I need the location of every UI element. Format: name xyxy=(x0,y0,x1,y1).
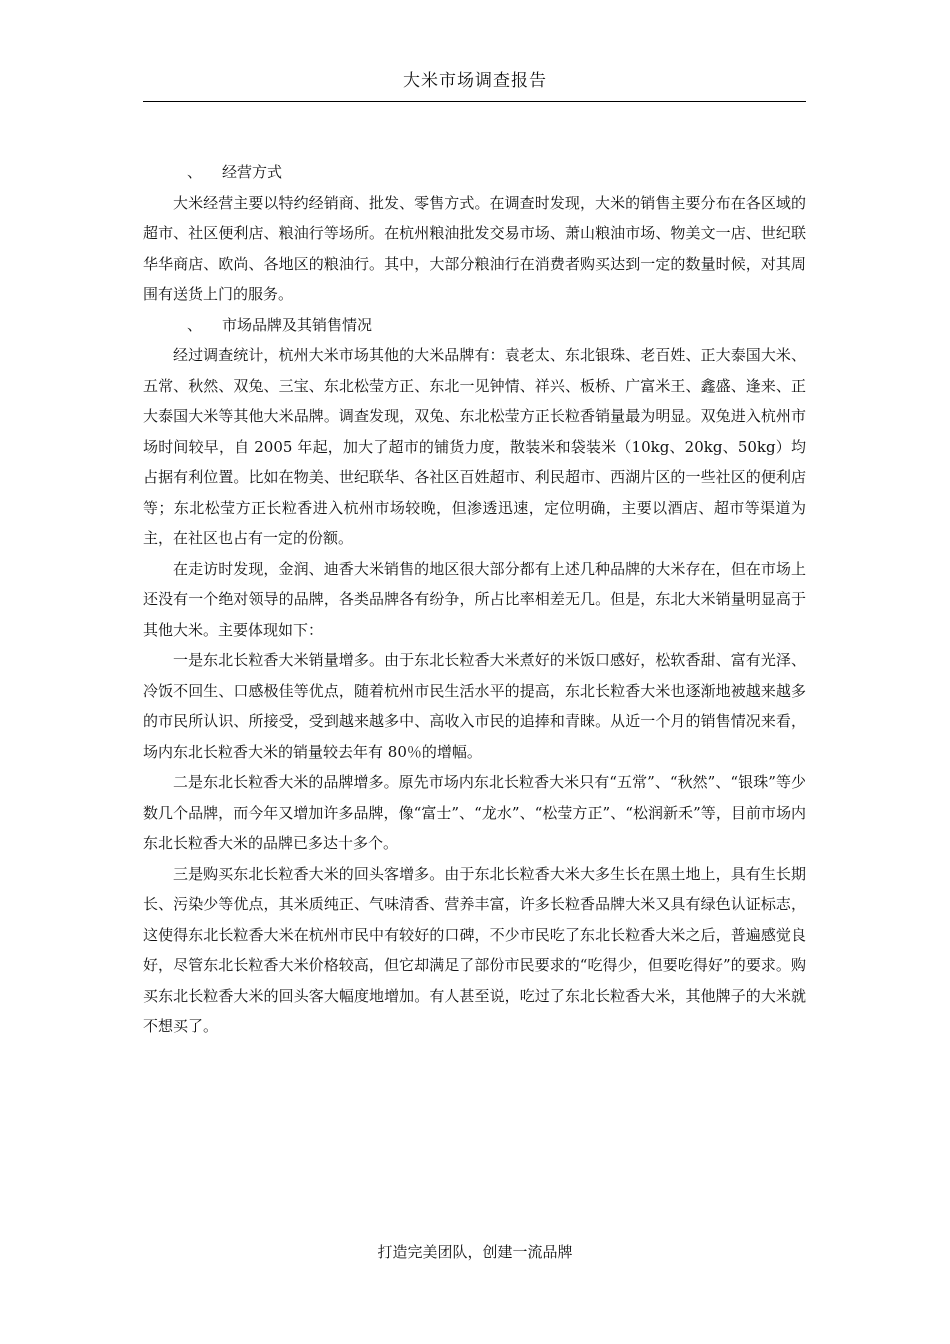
paragraph-point-three: 三是购买东北长粒香大米的回头客增多。由于东北长粒香大米大多生长在黑土地上，具有生长期长、污染少等优点，其米质纯正、气味清香、营养丰富，许多长粒香品牌大米又具有绿色认证标志，这使得东北长粒香大米在杭州市民中有较好的口碑，不少市民吃了东北长粒香大米之后，普遍感觉良好，尽管东北长粒香大米价格较高，但它却满足了部份市民要求的“吃得少，但要吃得好”的要求。购买东北长粒香大米的回头客大幅度地增加。有人甚至说，吃过了东北长粒香大米，其他牌子的大米就不想买了。 xyxy=(143,864,806,1035)
paragraph-point-one: 一是东北长粒香大米销量增多。由于东北长粒香大米煮好的米饭口感好，松软香甜、富有光泽、冷饭不回生、口感极佳等优点，随着杭州市民生活水平的提高，东北长粒香大米也逐渐地被越来越多的市民所认识、所接受，受到越来越多中、高收入市民的追捧和青睐。从近一个月的销售情况来看，场内东北长粒香大米的销量较去年有 80％的增幅。 xyxy=(143,651,806,761)
heading-number-mark: 、 xyxy=(187,163,203,181)
header-divider xyxy=(143,101,806,102)
section-heading-business-mode xyxy=(143,157,806,188)
paragraph-market-observation: 在走访时发现，金润、迪香大米销售的地区很大部分都有上述几种品牌的大米存在，但在市场上还没有一个绝对领导的品牌，各类品牌各有纷争，所占比率相差无几。但是，东北大米销量明显高于其他大米。主要体现如下： xyxy=(143,559,806,639)
section-heading-brands-sales xyxy=(143,310,806,341)
heading-text: 经营方式 xyxy=(222,163,283,181)
document-body xyxy=(143,157,806,1042)
paragraph-brand-list: 经过调查统计，杭州大米市场其他的大米品牌有：袁老太、东北银珠、老百姓、正大泰国大米、五常、秋然、双兔、三宝、东北松莹方正、东北一见钟情、祥兴、板桥、广富米王、鑫盛、逢来、正大泰国大米等其他大米品牌。调查发现，双兔、东北松莹方正长粒香销量最为明显。双兔进入杭州市场时间较早，自 2005 年起，加大了超市的铺货力度，散装米和袋装米（10kg、20kg、50kg）均占据有利位置。比如在物美、世纪联华、各社区百姓超市、利民超市、西湖片区的一些社区的便利店等；东北松莹方正长粒香进入杭州市场较晚，但渗透迅速，定位明确，主要以酒店、超市等渠道为主，在社区也占有一定的份额。 xyxy=(143,346,806,547)
page-footer-slogan: 打造完美团队，创建一流品牌 xyxy=(377,1243,573,1261)
heading-number-mark: 、 xyxy=(187,315,203,334)
heading-text: 市场品牌及其销售情况 xyxy=(222,315,373,334)
paragraph-business-mode: 大米经营主要以特约经销商、批发、零售方式。在调查时发现，大米的销售主要分布在各区域的超市、社区便利店、粮油行等场所。在杭州粮油批发交易市场、萧山粮油市场、物美文一店、世纪联华华商店、欧尚、各地区的粮油行。其中，大部分粮油行在消费者购买达到一定的数量时候，对其周围有送货上门的服务。 xyxy=(143,193,806,303)
page-header-title: 大米市场调查报告 xyxy=(403,71,547,91)
paragraph-point-two: 二是东北长粒香大米的品牌增多。原先市场内东北长粒香大米只有“五常”、“秋然”、“银珠”等少数几个品牌，而今年又增加许多品牌，像“富士”、“龙水”、“松莹方正”、“松润新禾”等，目前市场内东北长粒香大米的品牌已多达十多个。 xyxy=(143,773,806,852)
